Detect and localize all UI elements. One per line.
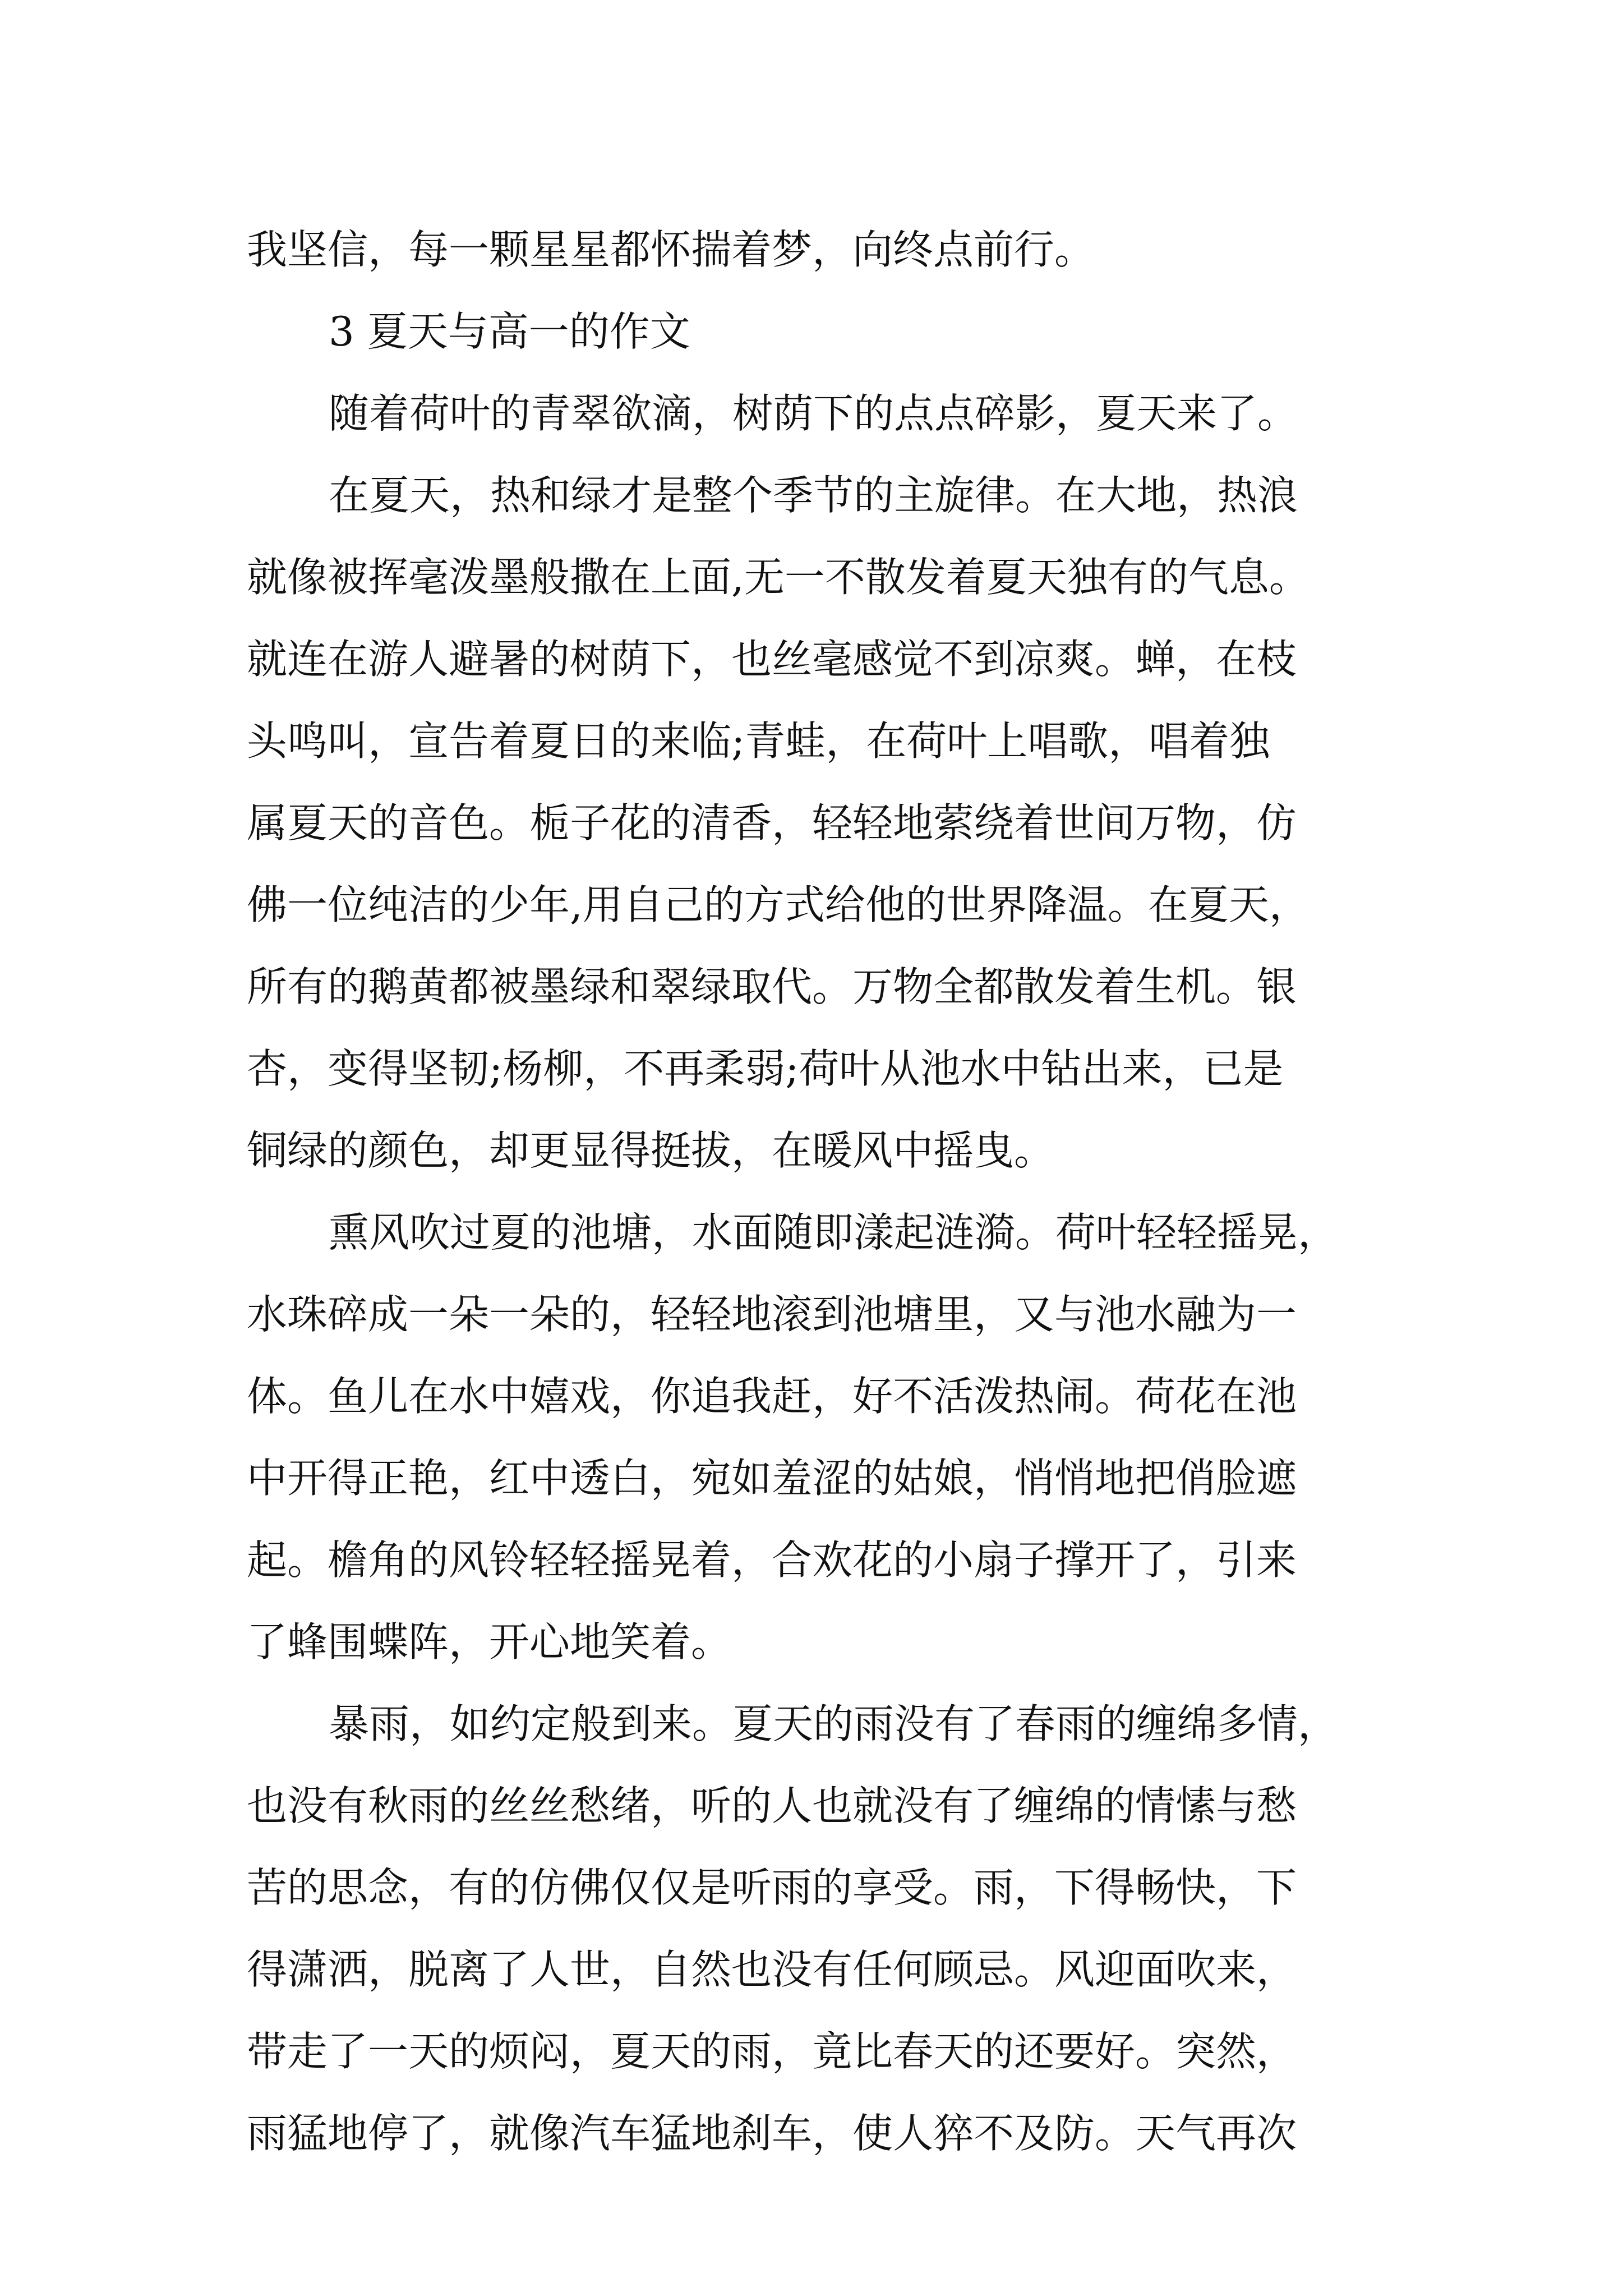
text-line: 我坚信，每一颗星星都怀揣着梦，向终点前行。 [247,226,1095,273]
text-line: 了蜂围蝶阵，开心地笑着。 [247,1618,732,1665]
text-line: 在夏天，热和绿才是整个季节的主旋律。在大地，热浪 [329,472,1298,519]
text-line: 属夏天的音色。栀子花的清香，轻轻地萦绕着世间万物，仿 [247,799,1297,846]
text-line: 佛一位纯洁的少年,用自己的方式给他的世界降温。在夏天， [247,881,1310,928]
text-line: 暴雨，如约定般到来。夏天的雨没有了春雨的缠绵多情， [329,1700,1339,1747]
text-line: 苦的思念，有的仿佛仅仅是听雨的享受。雨，下得畅快，下 [247,1864,1297,1911]
text-line: 铜绿的颜色，却更显得挺拔，在暖风中摇曳。 [247,1127,1055,1174]
text-line: 中开得正艳，红中透白，宛如羞涩的姑娘，悄悄地把俏脸遮 [247,1455,1297,1502]
text-line: 得潇洒，脱离了人世，自然也没有任何顾忌。风迎面吹来， [247,1946,1297,1993]
text-line: 起。檐角的风铃轻轻摇晃着，合欢花的小扇子撑开了，引来 [247,1536,1297,1584]
text-line: 头鸣叫，宣告着夏日的来临;青蛙，在荷叶上唱歌，唱着独 [247,717,1270,765]
essay-body [247,209,1396,2174]
text-line: 就像被挥毫泼墨般撒在上面,无一不散发着夏天独有的气息。 [247,554,1310,601]
text-line: 体。鱼儿在水中嬉戏，你追我赶，好不活泼热闹。荷花在池 [247,1373,1297,1420]
text-line: 也没有秋雨的丝丝愁绪，听的人也就没有了缠绵的情愫与愁 [247,1782,1297,1829]
text-line: 水珠碎成一朵一朵的，轻轻地滚到池塘里，又与池水融为一 [247,1291,1297,1338]
text-line: 雨猛地停了，就像汽车猛地刹车，使人猝不及防。天气再次 [247,2110,1297,2157]
text-line: 杏，变得坚韧;杨柳，不再柔弱;荷叶从池水中钻出来，已是 [247,1045,1284,1092]
text-line: 熏风吹过夏的池塘，水面随即漾起涟漪。荷叶轻轻摇晃， [329,1209,1339,1256]
text-line: 就连在游人避暑的树荫下，也丝毫感觉不到凉爽。蝉，在枝 [247,636,1297,683]
text-line: 所有的鹅黄都被墨绿和翠绿取代。万物全都散发着生机。银 [247,963,1297,1010]
section-heading: 3 夏天与高一的作文 [329,308,690,355]
text-line: 随着荷叶的青翠欲滴，树荫下的点点碎影，夏天来了。 [329,390,1298,437]
text-line: 带走了一天的烦闷，夏天的雨，竟比春天的还要好。突然， [247,2028,1297,2075]
